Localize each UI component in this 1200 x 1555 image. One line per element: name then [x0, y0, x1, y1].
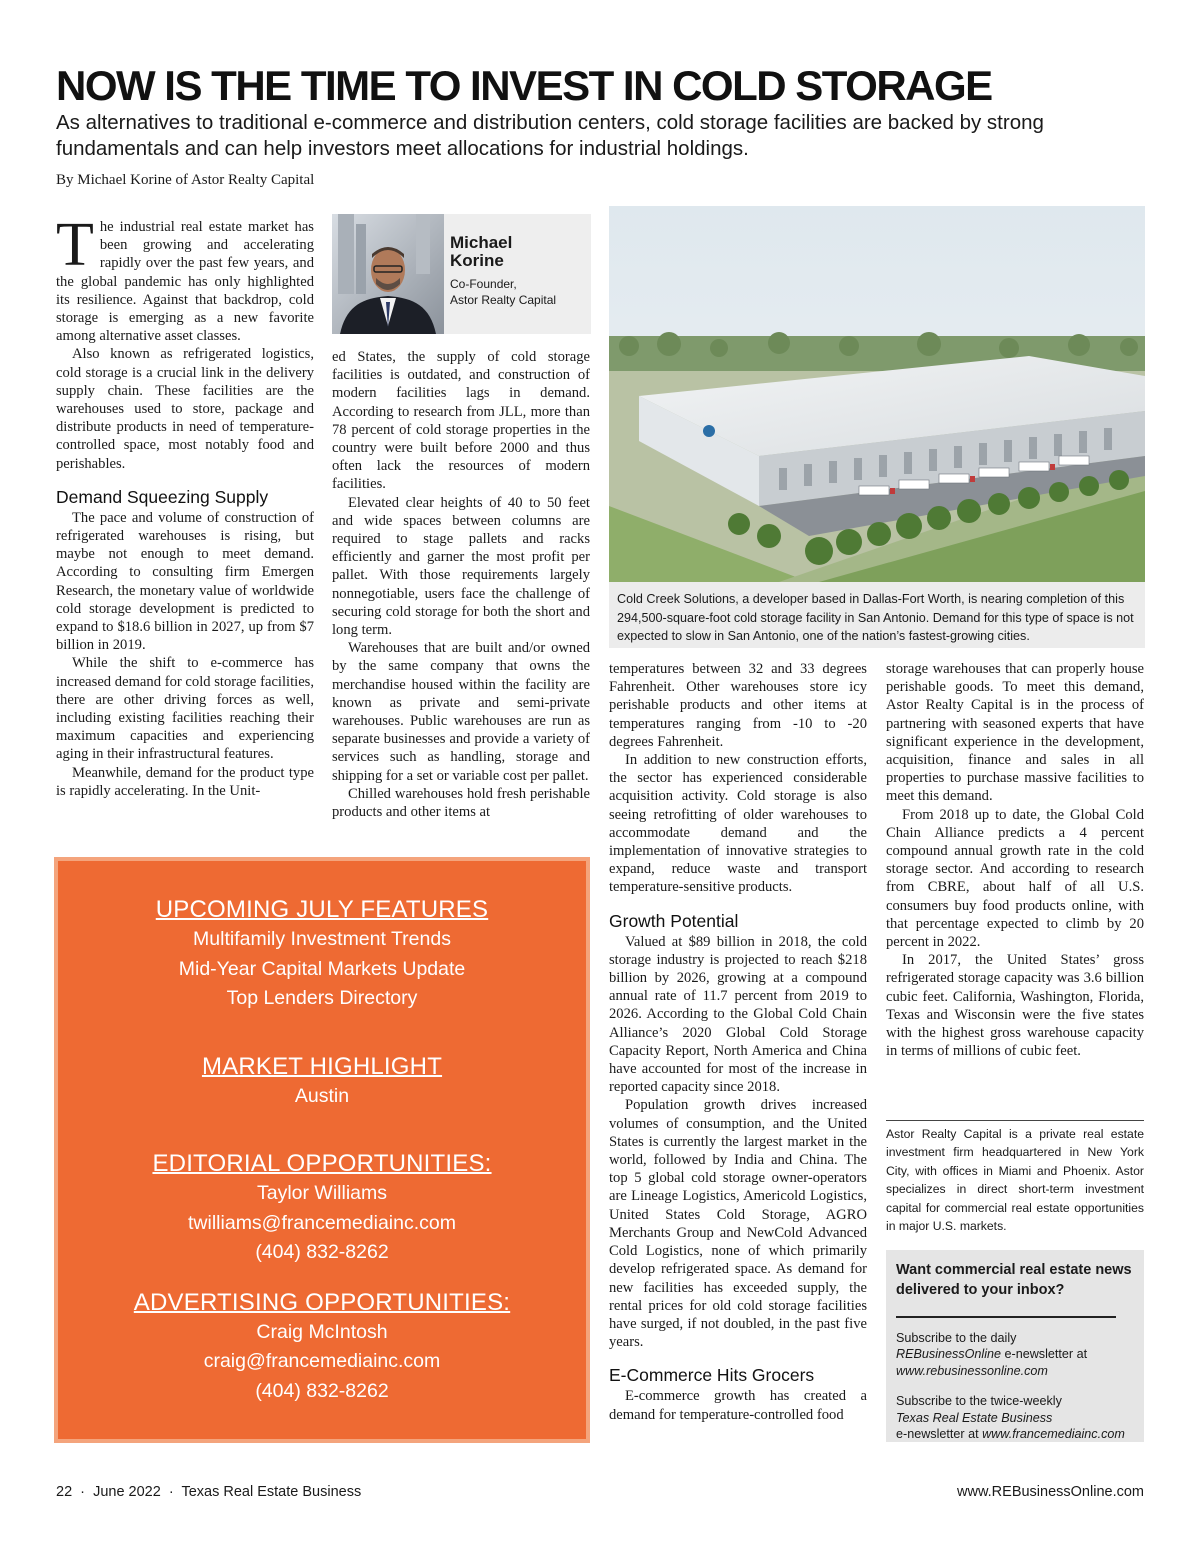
company-about: Astor Realty Capital is a private real estate investment firm headquartered in New York City, with offices in Miami and Phoenix. Astor specializes in direct short-term investment capital for commercial real estate opportunities in major U.S. markets.	[886, 1127, 1144, 1234]
advertising-title: ADVERTISING OPPORTUNITIES:	[133, 1288, 511, 1316]
paragraph: While the shift to e-commerce has increased demand for cold storage facilities, there are other driving forces as well, including existing facilities reaching their maximum capacities and experiencing aging in their infrastructural features.	[56, 655, 314, 763]
promo-box	[54, 857, 590, 1443]
divider	[896, 1316, 1116, 1318]
facility-rendering-image	[609, 206, 1145, 582]
daily-newsletter-link[interactable]: www.rebusinessonline.com	[896, 1363, 1048, 1378]
author-photo	[332, 214, 444, 334]
paragraph: E-commerce growth has created a demand for temperature-controlled food	[609, 1388, 867, 1423]
upcoming-features-title: UPCOMING JULY FEATURES	[155, 896, 489, 923]
byline: By Michael Korine of Astor Realty Capital	[56, 172, 315, 188]
footer-website[interactable]: www.REBusinessOnline.com	[957, 1484, 1144, 1500]
paragraph: temperatures between 32 and 33 degrees Fahrenheit. Other warehouses store icy perishable products and other items at temperatures ranging from -10 to -20 degrees Fahrenheit.	[609, 661, 867, 750]
market-highlight-title: MARKET HIGHLIGHT	[201, 1052, 443, 1080]
article-column-1	[56, 211, 314, 800]
paragraph: storage warehouses that can properly house perishable goods. To meet this demand, Astor Realty Capital is in the process of partnering with seasoned experts that have significant experience in the development, acquisition, finance and sales in all properties to purchase massive facilities to meet this demand.	[886, 661, 1144, 805]
paragraph: The industrial real estate market has been growing and accelerating rapidly over the past few years, and the global pandemic has only highlighted its resilience. Against that backdrop, cold storage is emerging as a new favorite among alternative asset classes.	[56, 211, 314, 345]
paragraph: ed States, the supply of cold storage facilities is outdated, and construction of modern facilities lags in demand. According to research from JLL, more than 78 percent of cold storage properties in the country were built before 2000 and thus often lack the resources of modern facilities.	[332, 349, 590, 493]
advertising-contact-name: Craig McIntosh	[256, 1320, 388, 1343]
advertising-phone: (404) 832-8262	[255, 1379, 389, 1402]
upcoming-item: Top Lenders Directory	[226, 987, 418, 1009]
article-column-4	[886, 660, 1144, 1060]
paragraph: Warehouses that are built and/or owned by the same company that owns the merchandise housed within the facility are known as private and semi-private warehouses. Public warehouses are run as separate businesses and provide a variety of services such as handling, storage and shipping for a set or variable cost per pallet.	[332, 640, 590, 784]
editorial-title: EDITORIAL OPPORTUNITIES:	[152, 1150, 492, 1177]
editorial-email[interactable]: twilliams@francemediainc.com	[188, 1211, 456, 1234]
paragraph: Chilled warehouses hold fresh perishable products and other items at	[332, 785, 590, 821]
paragraph: Also known as refrigerated logistics, cold storage is a crucial link in the delivery supply chain. These facilities are the warehouses used to store, package and distribute products in need of temperature-controlled space, most notably food and perishables.	[56, 346, 314, 472]
subscribe-daily: Subscribe to the daily REBusinessOnline e-newsletter at www.rebusinessonline.com	[896, 1330, 1088, 1378]
paragraph: Valued at $89 billion in 2018, the cold storage industry is projected to reach $218 billion by 2026, growing at a compound annual rate of 11.7 percent from 2019 to 2026. According to the Global Cold Chain Alliance’s 2020 Global Cold Storage Capacity Report, North America and China have accounted for most of the increase in reported capacity since 2018.	[609, 933, 867, 1096]
paragraph: Population growth drives increased volumes of consumption, and the United States is currently the largest market in the world, followed by India and China. The top 5 global cold storage owner-operators are Lineage Logistics, Americold Logistics, United States Cold Storage, AGRO Merchants Group and NewCold Advanced Cold Logistics, none of which primarily develop refrigerated space. As demand for new facilities has exceeded supply, the rental prices for old cold storage facilities have surged, if not doubled, in the past five years.	[609, 1097, 867, 1351]
section-heading: Demand Squeezing Supply	[56, 486, 269, 507]
author-name: Michael Korine	[450, 233, 513, 270]
market-city: Austin	[294, 1084, 350, 1107]
drop-cap: T	[56, 211, 94, 279]
section-heading: Growth Potential	[609, 910, 739, 931]
editorial-phone: (404) 832-8262	[255, 1241, 389, 1263]
paragraph: In 2017, the United States’ gross refrigerated storage capacity was 3.6 billion cubic feet. California, Washington, Florida, Texas and Wisconsin were the five states with the highest gross warehouse capacity in terms of millions of cubic feet.	[886, 952, 1144, 1060]
headline: NOW IS THE TIME TO INVEST IN COLD STORAGE	[56, 62, 992, 109]
subscribe-box	[886, 1250, 1144, 1442]
divider	[886, 1120, 1144, 1121]
paragraph: Meanwhile, demand for the product type is rapidly accelerating. In the Unit-	[56, 764, 314, 799]
advertising-email[interactable]: craig@francemediainc.com	[203, 1350, 441, 1372]
footer-page-info: 22 · June 2022 · Texas Real Estate Business	[56, 1484, 362, 1500]
upcoming-item: Multifamily Investment Trends	[193, 928, 451, 950]
upcoming-item: Mid-Year Capital Markets Update	[178, 957, 466, 980]
weekly-newsletter-link[interactable]: www.francemediainc.com	[982, 1427, 1125, 1441]
editorial-contact-name: Taylor Williams	[256, 1182, 387, 1204]
deck: As alternatives to traditional e-commerce and distribution centers, cold storage facilities are backed by strong fundamentals and can help investors meet allocations for industrial holdings.	[56, 111, 1044, 160]
photo-caption: Cold Creek Solutions, a developer based in Dallas-Fort Worth, is nearing completion of this 294,500-square-foot cold storage facility in San Antonio. Demand for this type of space is not expected to slow in San Antonio, one of the nation’s fastest-growing cities.	[609, 582, 1145, 648]
paragraph: Elevated clear heights of 40 to 50 feet and wide spaces between columns are required to stage pallets and racks efficiently and garner the most profit per pallet. With those requirements largely nonnegotiable, users face the challenge of securing cold storage for both the short and long term.	[332, 494, 590, 639]
subscribe-weekly: Subscribe to the twice-weekly Texas Real Estate Business e-newsletter at www.francemediainc.com	[896, 1394, 1125, 1441]
article-column-3	[609, 660, 867, 1424]
section-heading: E-Commerce Hits Grocers	[609, 1365, 815, 1386]
subscribe-heading: Want commercial real estate news delivered to your inbox?	[896, 1262, 1132, 1298]
author-profile	[332, 214, 591, 334]
facility-photo	[609, 206, 1145, 582]
paragraph: The pace and volume of construction of refrigerated warehouses is rising, but maybe not enough to meet demand. According to consulting firm Emergen Research, the monetary value of worldwide cold storage development is predicted to expand to $18.6 billion in 2027, up from $7 billion in 2019.	[56, 509, 314, 654]
paragraph: From 2018 up to date, the Global Cold Chain Alliance predicts a 4 percent compound annual growth rate in the cold storage sector. And according to research from CBRE, about half of all U.S. consumers buy food products online, with that percentage expected to climb by 20 percent in 2022.	[886, 806, 1144, 951]
paragraph: In addition to new construction efforts, the sector has experienced considerable acquisition activity. Cold storage is also seeing retrofitting of older warehouses to accommodate demand and the implementation of innovative strategies to expand, reduce waste and transport temperature-sensitive products.	[609, 752, 867, 896]
article-column-2	[332, 348, 590, 821]
author-role: Co-Founder, Astor Realty Capital	[450, 277, 557, 307]
